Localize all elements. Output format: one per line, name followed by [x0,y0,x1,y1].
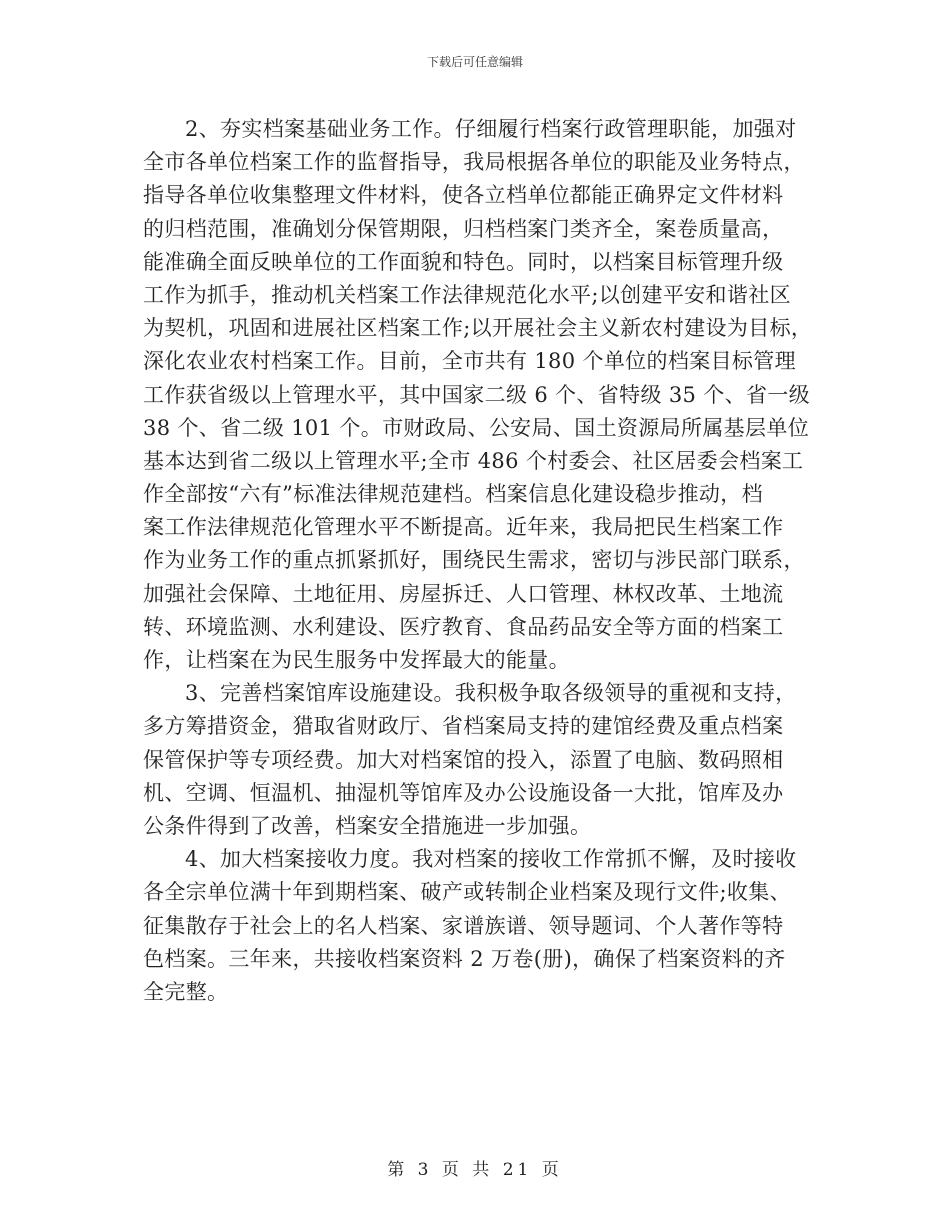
text-line: 公条件得到了改善，档案安全措施进一步加强。 [143,813,592,838]
text-line: 色档案。三年来，共接收档案资料 2 万卷(册)，确保了档案资料的齐 [143,946,786,971]
text-line: 深化农业农村档案工作。目前，全市共有 180 个单位的档案目标管理 [143,349,796,374]
text-line: 指导各单位收集整理文件材料，使各立档单位都能正确界定文件材料 [143,183,784,208]
text-line: 能准确全面反映单位的工作面貌和特色。同时，以档案目标管理升级 [143,249,784,274]
text-line: 2、夯实档案基础业务工作。仔细履行档案行政管理职能，加强对 [185,117,797,141]
text-line: 全市各单位档案工作的监督指导，我局根据各单位的职能及业务特点， [143,150,805,175]
text-line: 的归档范围，准确划分保管期限，归档档案门类齐全，案卷质量高， [143,216,784,241]
text-line: 保管保护等专项经费。加大对档案馆的投入，添置了电脑、数码照相 [143,747,784,772]
page-header-note: 下载后可任意编辑 [426,55,523,69]
text-line: 全完整。 [143,979,229,1004]
text-line: 38 个、省二级 101 个。市财政局、公安局、国土资源局所属基层单位 [143,415,810,440]
document-body [143,113,823,1009]
text-line: 3、完善档案馆库设施建设。我积极争取各级领导的重视和支持， [185,681,797,706]
text-line: 作为业务工作的重点抓紧抓好，围绕民生需求，密切与涉民部门联系， [143,548,805,573]
text-line: 工作获省级以上管理水平，其中国家二级 6 个、省特级 35 个、省一级 [143,382,811,407]
text-line: 多方筹措资金，猎取省财政厅、省档案局支持的建馆经费及重点档案 [143,714,784,739]
text-line: 转、环境监测、水利建设、医疗教育、食品药品安全等方面的档案工 [143,614,784,639]
text-line: 加强社会保障、土地征用、房屋拆迁、人口管理、林权改革、土地流 [143,581,784,606]
text-line: 机、空调、恒温机、抽湿机等馆库及办公设施设备一大批，馆库及办 [143,780,784,805]
text-line: 4、加大档案接收力度。我对档案的接收工作常抓不懈，及时接收 [185,847,797,872]
page-number-footer: 第 3 页 共 21 页 [387,1160,563,1180]
text-line: 征集散存于社会上的名人档案、家谱族谱、领导题词、个人著作等特 [143,913,784,938]
text-line: 各全宗单位满十年到期档案、破产或转制企业档案及现行文件;收集、 [143,880,791,905]
text-line: 基本达到省二级以上管理水平;全市 486 个村委会、社区居委会档案工 [143,448,804,473]
text-line: 工作为抓手，推动机关档案工作法律规范化水平;以创建平安和谐社区 [143,282,791,307]
text-line: 作全部按“六有”标准法律规范建档。档案信息化建设稳步推动，档 [143,482,763,507]
text-line: 为契机，巩固和进展社区档案工作;以开展社会主义新农村建设为目标， [143,316,813,341]
text-line: 案工作法律规范化管理水平不断提高。近年来，我局把民生档案工作 [143,515,784,540]
text-line: 作，让档案在为民生服务中发挥最大的能量。 [143,648,570,672]
